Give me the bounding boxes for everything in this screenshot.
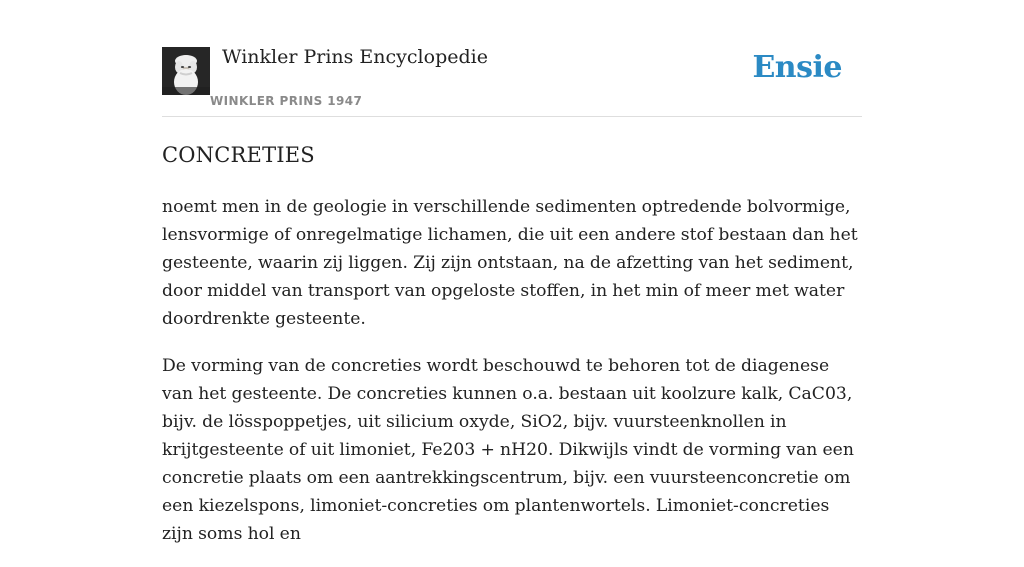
site-title-link[interactable]: Winkler Prins Encyclopedie: [222, 46, 488, 68]
article-title: CONCRETIES: [162, 143, 315, 167]
article: [162, 140, 862, 567]
avatar[interactable]: [162, 47, 210, 95]
portrait-photo-icon: [162, 47, 210, 95]
article-paragraph: De vorming van de concreties wordt beschouwd te behoren tot de diagenese van het gesteente. De concreties kunnen o.a. bestaan uit koolzure kalk, CaC03, bijv. de lösspoppetjes, uit silicium oxyde, SiO2, bijv. vuursteenknollen in krijtgesteente of uit limoniet, Fe203 + nH20. Dikwijls vindt de vorming van een concretie plaats om een aantrekkingscentrum, bijv. een vuursteenconcretie om een kiezelspons, limoniet-concreties om plantenwortels. Limoniet-concreties zijn soms hol en: [162, 356, 854, 544]
article-paragraph: noemt men in de geologie in verschillende sedimenten optredende bolvormige, lensvormige of onregelmatige lichamen, die uit een andere stof bestaan dan het gesteente, waarin zij liggen. Zij zijn ontstaan, na de afzetting van het sediment, door middel van transport van opgeloste stoffen, in het min of meer met water doordrenkte gesteente.: [162, 197, 858, 329]
source-subtitle: WINKLER PRINS 1947: [210, 94, 363, 108]
site-header: [162, 0, 862, 117]
brand-logo[interactable]: Ensie: [752, 50, 842, 85]
